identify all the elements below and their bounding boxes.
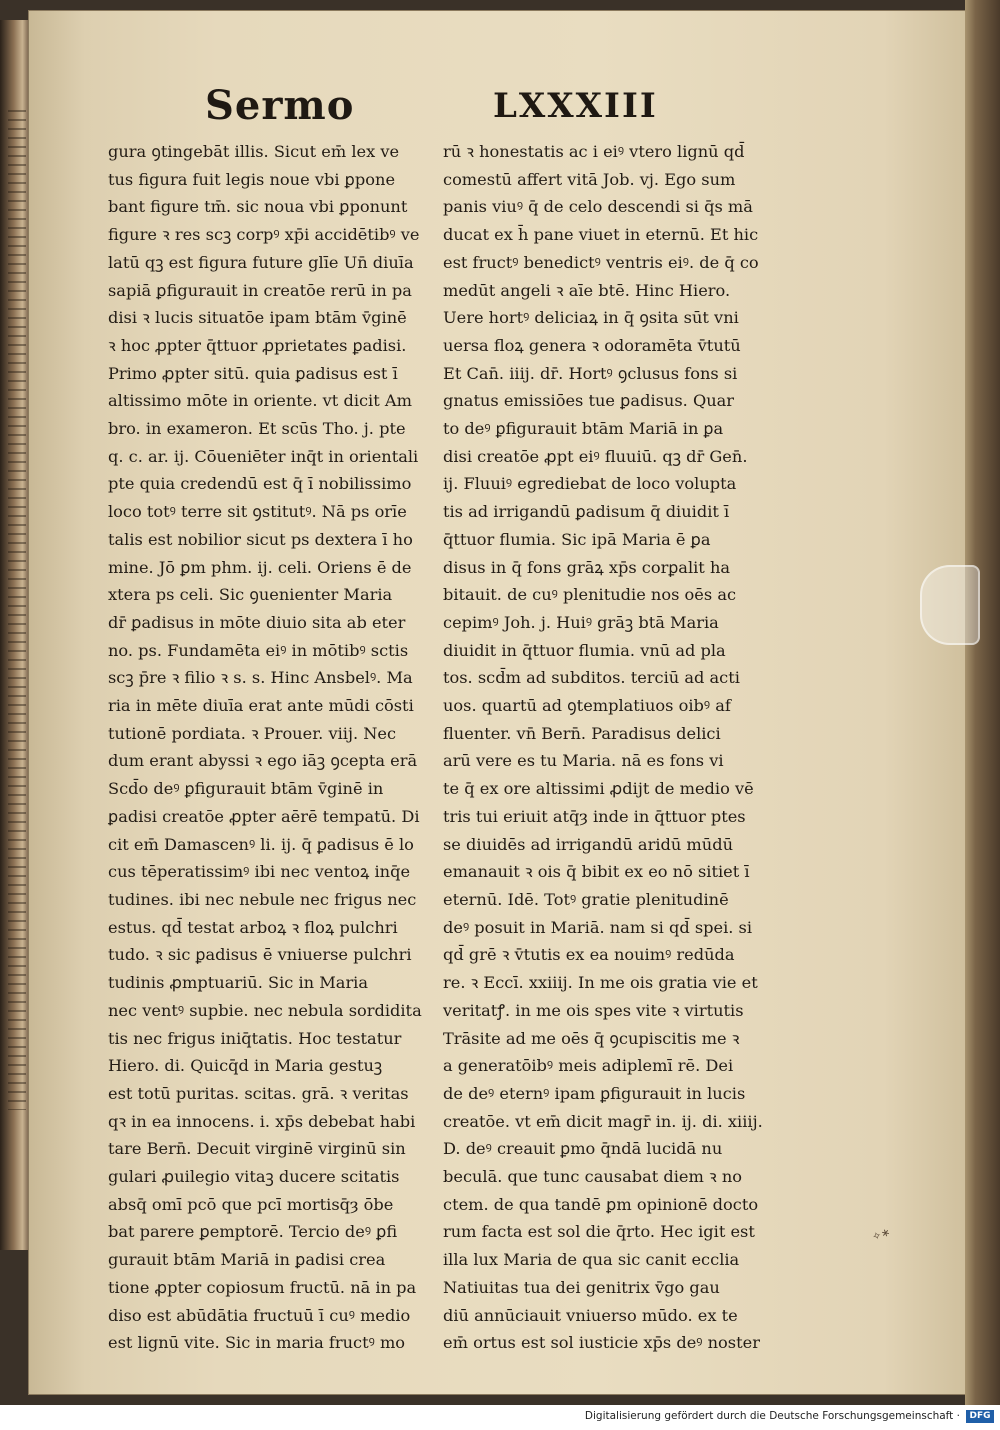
left-column-line: est totū puritas. scitas. grā. ꝛ veritas (108, 1083, 409, 1103)
right-column-line: comestū affert vitā Job. vj. Ego sum (443, 169, 736, 189)
page-clip (920, 565, 980, 645)
left-column-line: cit em̄ Damascenꝰ li. ij. q̄ ꝑadisus ē lo (108, 834, 414, 854)
right-column-line: te q̄ ex ore altissimi ꝓdijt de medio vē (443, 779, 754, 799)
left-column-line: gurauit btām Mariā in ꝑadisi crea (108, 1250, 386, 1270)
right-column-line: creatōe. vt em̄ dicit magr̄ in. ij. di. xiiij. (443, 1111, 763, 1131)
right-column-line: uos. quartū ad ꝯtemplatiuos oibꝰ af (443, 696, 731, 716)
left-column-line: bant figure tm̄. sic noua vbi ꝑponunt (108, 197, 408, 217)
left-column-line: gulari ꝓuilegio vitaꝫ ducere scitatis (108, 1167, 400, 1187)
left-column-line: dum erant abyssi ꝛ ego iāꝫ ꝯcepta erā (108, 751, 418, 771)
left-column-line: mine. Jō ꝑm phm. ij. celi. Oriens ē de (108, 557, 412, 577)
left-column-line: xtera ps celi. Sic ꝯuenienter Maria (108, 585, 393, 605)
left-column-line: no. ps. Fundamēta eiꝰ in mōtibꝰ sctis (108, 640, 409, 660)
right-column-line: emanauit ꝛ ois q̄ bibit ex eo nō sitiet ī (443, 862, 750, 882)
left-column-line: tus figura fuit legis noue vbi ꝑpone (108, 169, 396, 189)
left-column-line: diso est abūdātia fructuū ī cuꝰ medio (108, 1305, 411, 1325)
page-header (205, 82, 725, 132)
right-column-line: qd̄ grē ꝛ v̄tutis ex ea nouimꝰ redūda (443, 945, 735, 965)
left-column-line: sapiā ꝑfigurauit in creatōe rerū in pa (108, 280, 412, 300)
left-column-line: gura ꝯtingebāt illis. Sicut em̄ lex ve (108, 142, 400, 161)
right-column-line: em̄ ortus est sol iusticie xp̄s deꝰ noster (443, 1333, 760, 1353)
left-column-line: tutionē pordiata. ꝛ Prouer. viij. Nec (108, 723, 397, 743)
text-column-left (108, 138, 438, 1357)
right-column-line: arū vere es tu Maria. nā es fons vi (443, 751, 724, 771)
right-column-line: de deꝰ eternꝰ ipam ꝑfigurauit in lucis (443, 1083, 746, 1103)
funding-credit (585, 1410, 960, 1422)
folio-number: LXXXIII (493, 86, 658, 126)
left-column-line: est lignū vite. Sic in maria fructꝰ mo (108, 1333, 406, 1353)
right-column-line: rum facta est sol die q̄rto. Hec igit est (443, 1222, 755, 1242)
right-column-line: ij. Fluuiꝰ egrediebat de loco volupta (443, 474, 737, 494)
right-column-line: diū annūciauit vniuerso mūdo. ex te (443, 1305, 738, 1325)
left-column-line: tudo. ꝛ sic ꝑadisus ē vniuerse pulchri (108, 945, 412, 965)
left-column-line: Hiero. di. Quicq̄d in Maria gestuꝫ (108, 1056, 383, 1076)
digitization-footer (0, 1405, 1000, 1430)
right-column-line: fluenter. vn̄ Bern̄. Paradisus delici (443, 723, 721, 743)
left-column-line: ꝑadisi creatōe ꝓpter aērē tempatū. Di (108, 806, 420, 826)
right-column-line: tris tui eriuit atq̄ȝ inde in q̄ttuor ptes (443, 806, 746, 826)
right-column-line: panis viuꝰ q̄ de celo descendi si q̄s mā (443, 197, 753, 217)
credit-separator: · (956, 1410, 960, 1422)
left-column-line: nec ventꝰ supbie. nec nebula sordidita (108, 1000, 422, 1020)
left-column-line: qꝛ in ea innocens. i. xp̄s debebat habi (108, 1111, 416, 1131)
left-column-line: figure ꝛ res scꝫ corpꝰ xp̄i accidētibꝰ ve (108, 225, 420, 245)
right-column-line: se diuidēs ad irrigandū aridū mūdū (443, 834, 733, 854)
left-column-line: bat parere ꝑemptorē. Tercio deꝰ ꝑfi (108, 1222, 398, 1242)
page-stack-edge (965, 0, 1000, 1405)
right-column-line: q̄ttuor flumia. Sic ipā Maria ē ꝑa (443, 529, 711, 549)
right-column-line: gnatus emissiōes tue ꝑadisus. Quar (443, 391, 735, 411)
right-column-line: tos. scd̄m ad subditos. terciū ad acti (443, 668, 740, 688)
right-column-line: disi creatōe ꝓpt eiꝰ fluuiū. qꝫ dr̄ Gen̄. (443, 446, 748, 466)
right-column-line: tis ad irrigandū ꝑadisum q̄ diuidit ī (443, 502, 730, 522)
right-column-line: ducat ex h̄ pane viuet in eternū. Et hic (443, 225, 759, 245)
left-column-line: ria in mēte diuīa erat ante mūdi cōsti (108, 696, 414, 716)
left-column-line: tione ꝓpter copiosum fructū. nā in pa (108, 1277, 417, 1297)
left-column-line: disi ꝛ lucis situatōe ipam btām v̄ginē (108, 308, 407, 328)
left-column-line: tis nec frigus iniq̄tatis. Hoc testatur (108, 1028, 402, 1048)
left-column-line: scꝫ p̄re ꝛ filio ꝛ s. s. Hinc Ansbelꝰ. Ma (108, 668, 413, 688)
right-column-line: Uere hortꝰ deliciaꝝ in q̄ ꝯsita sūt vni (443, 308, 739, 328)
right-column-line: veritatꝭ. in me ois spes vite ꝛ virtutis (443, 1000, 744, 1020)
left-column-line: tare Bern̄. Decuit virginē virginū sin (108, 1139, 406, 1159)
right-column-line: re. ꝛ Eccī. xxiiij. In me ois gratia vie et (443, 973, 758, 993)
right-column-line: Trāsite ad me oēs q̄ ꝯcupiscitis me ꝛ (443, 1028, 740, 1048)
right-column-line: uersa floꝝ genera ꝛ odoramēta v̄tutū (443, 335, 741, 355)
right-column-line: diuidit in q̄ttuor flumia. vnū ad pla (443, 640, 726, 660)
left-column-line: tudines. ibi nec nebule nec frigus nec (108, 889, 417, 909)
left-column-line: pte quia credendū est q̄ ī nobilissimo (108, 474, 412, 494)
right-column-line: to deꝰ ꝑfigurauit btām Mariā in ꝑa (443, 419, 724, 439)
right-column-line: D. deꝰ creauit ꝑmo q̄ndā lucidā nu (443, 1139, 723, 1159)
ink-mark: ✧∗ (870, 1225, 893, 1244)
left-column-line: latū qꝫ est figura future glīe Un̄ diuīa (108, 252, 414, 272)
left-column-line: estus. qd̄ testat arboꝝ ꝛ floꝝ pulchri (108, 917, 398, 937)
left-column-line: q. c. ar. ij. Cōueniēter inq̄t in orientali (108, 446, 419, 466)
right-column-line: illa lux Maria de qua sic canit ecclia (443, 1250, 740, 1270)
left-column-line: dr̄ ꝑadisus in mōte diuio sita ab eter (108, 612, 406, 632)
right-column-line: disus in q̄ fons grāꝝ xp̄s corꝑalit ha (443, 557, 731, 577)
right-column-line: bitauit. de cuꝰ plenitudie nos oēs ac (443, 585, 737, 605)
right-column-line: Et Can̄. iiij. dr̄. Hortꝰ ꝯclusus fons si (443, 363, 738, 383)
left-column-line: cus tēperatissimꝰ ibi nec ventoꝝ inq̄e (108, 862, 411, 882)
left-column-line: talis est nobilior sicut ps dextera ī ho (108, 529, 413, 549)
credit-text: Digitalisierung gefördert durch die Deutsche Forschungsgemeinschaft (584, 1410, 954, 1422)
right-column-line: medūt angeli ꝛ aīe btē. Hinc Hiero. (443, 280, 731, 300)
right-column-line: a generatōibꝰ meis adiplemī rē. Dei (443, 1056, 734, 1076)
right-column-line: rū ꝛ honestatis ac i eiꝰ vtero lignū qd̄ (443, 142, 745, 161)
right-column-line: Natiuitas tua dei genitrix v̄go gau (443, 1277, 720, 1297)
left-column-line: Primo ꝓpter sitū. quia ꝑadisus est ī (108, 363, 398, 383)
text-column-right (443, 138, 783, 1357)
right-column-line: eternū. Idē. Totꝰ gratie plenitudinē (443, 889, 729, 909)
left-column-line: loco totꝰ terre sit ꝯstitutꝰ. Nā ps orīe (108, 502, 407, 522)
facing-page-edge (0, 20, 30, 1250)
right-column-line: deꝰ posuit in Mariā. nam si qd̄ spei. si (443, 917, 753, 937)
right-column-line: ctem. de qua tandē ꝑm opinionē docto (443, 1194, 759, 1214)
left-column-line: bro. in exameron. Et scūs Tho. j. pte (108, 419, 406, 439)
running-head: Sermo (205, 82, 355, 129)
left-column-line: ꝛ hoc ꝓpter q̄ttuor ꝓprietates ꝑadisi. (108, 335, 407, 355)
right-column-line: cepimꝰ Joh. j. Huiꝰ grāꝫ btā Maria (443, 612, 719, 632)
right-column-line: est fructꝰ benedictꝰ ventris eiꝰ. de q̄ co (443, 252, 759, 272)
left-column-line: tudinis ꝓmptuariū. Sic in Maria (108, 973, 369, 993)
left-column-line: Scd̄o deꝰ ꝑfigurauit btām v̄ginē in (108, 779, 384, 799)
left-column-line: altissimo mōte in oriente. vt dicit Am (108, 391, 412, 411)
dfg-logo: DFG (966, 1410, 994, 1423)
left-column-line: absq̄ omī pcō que pcī mortisq̄ȝ ōbe (108, 1194, 394, 1214)
right-column-line: beculā. que tunc causabat diem ꝛ no (443, 1167, 743, 1187)
